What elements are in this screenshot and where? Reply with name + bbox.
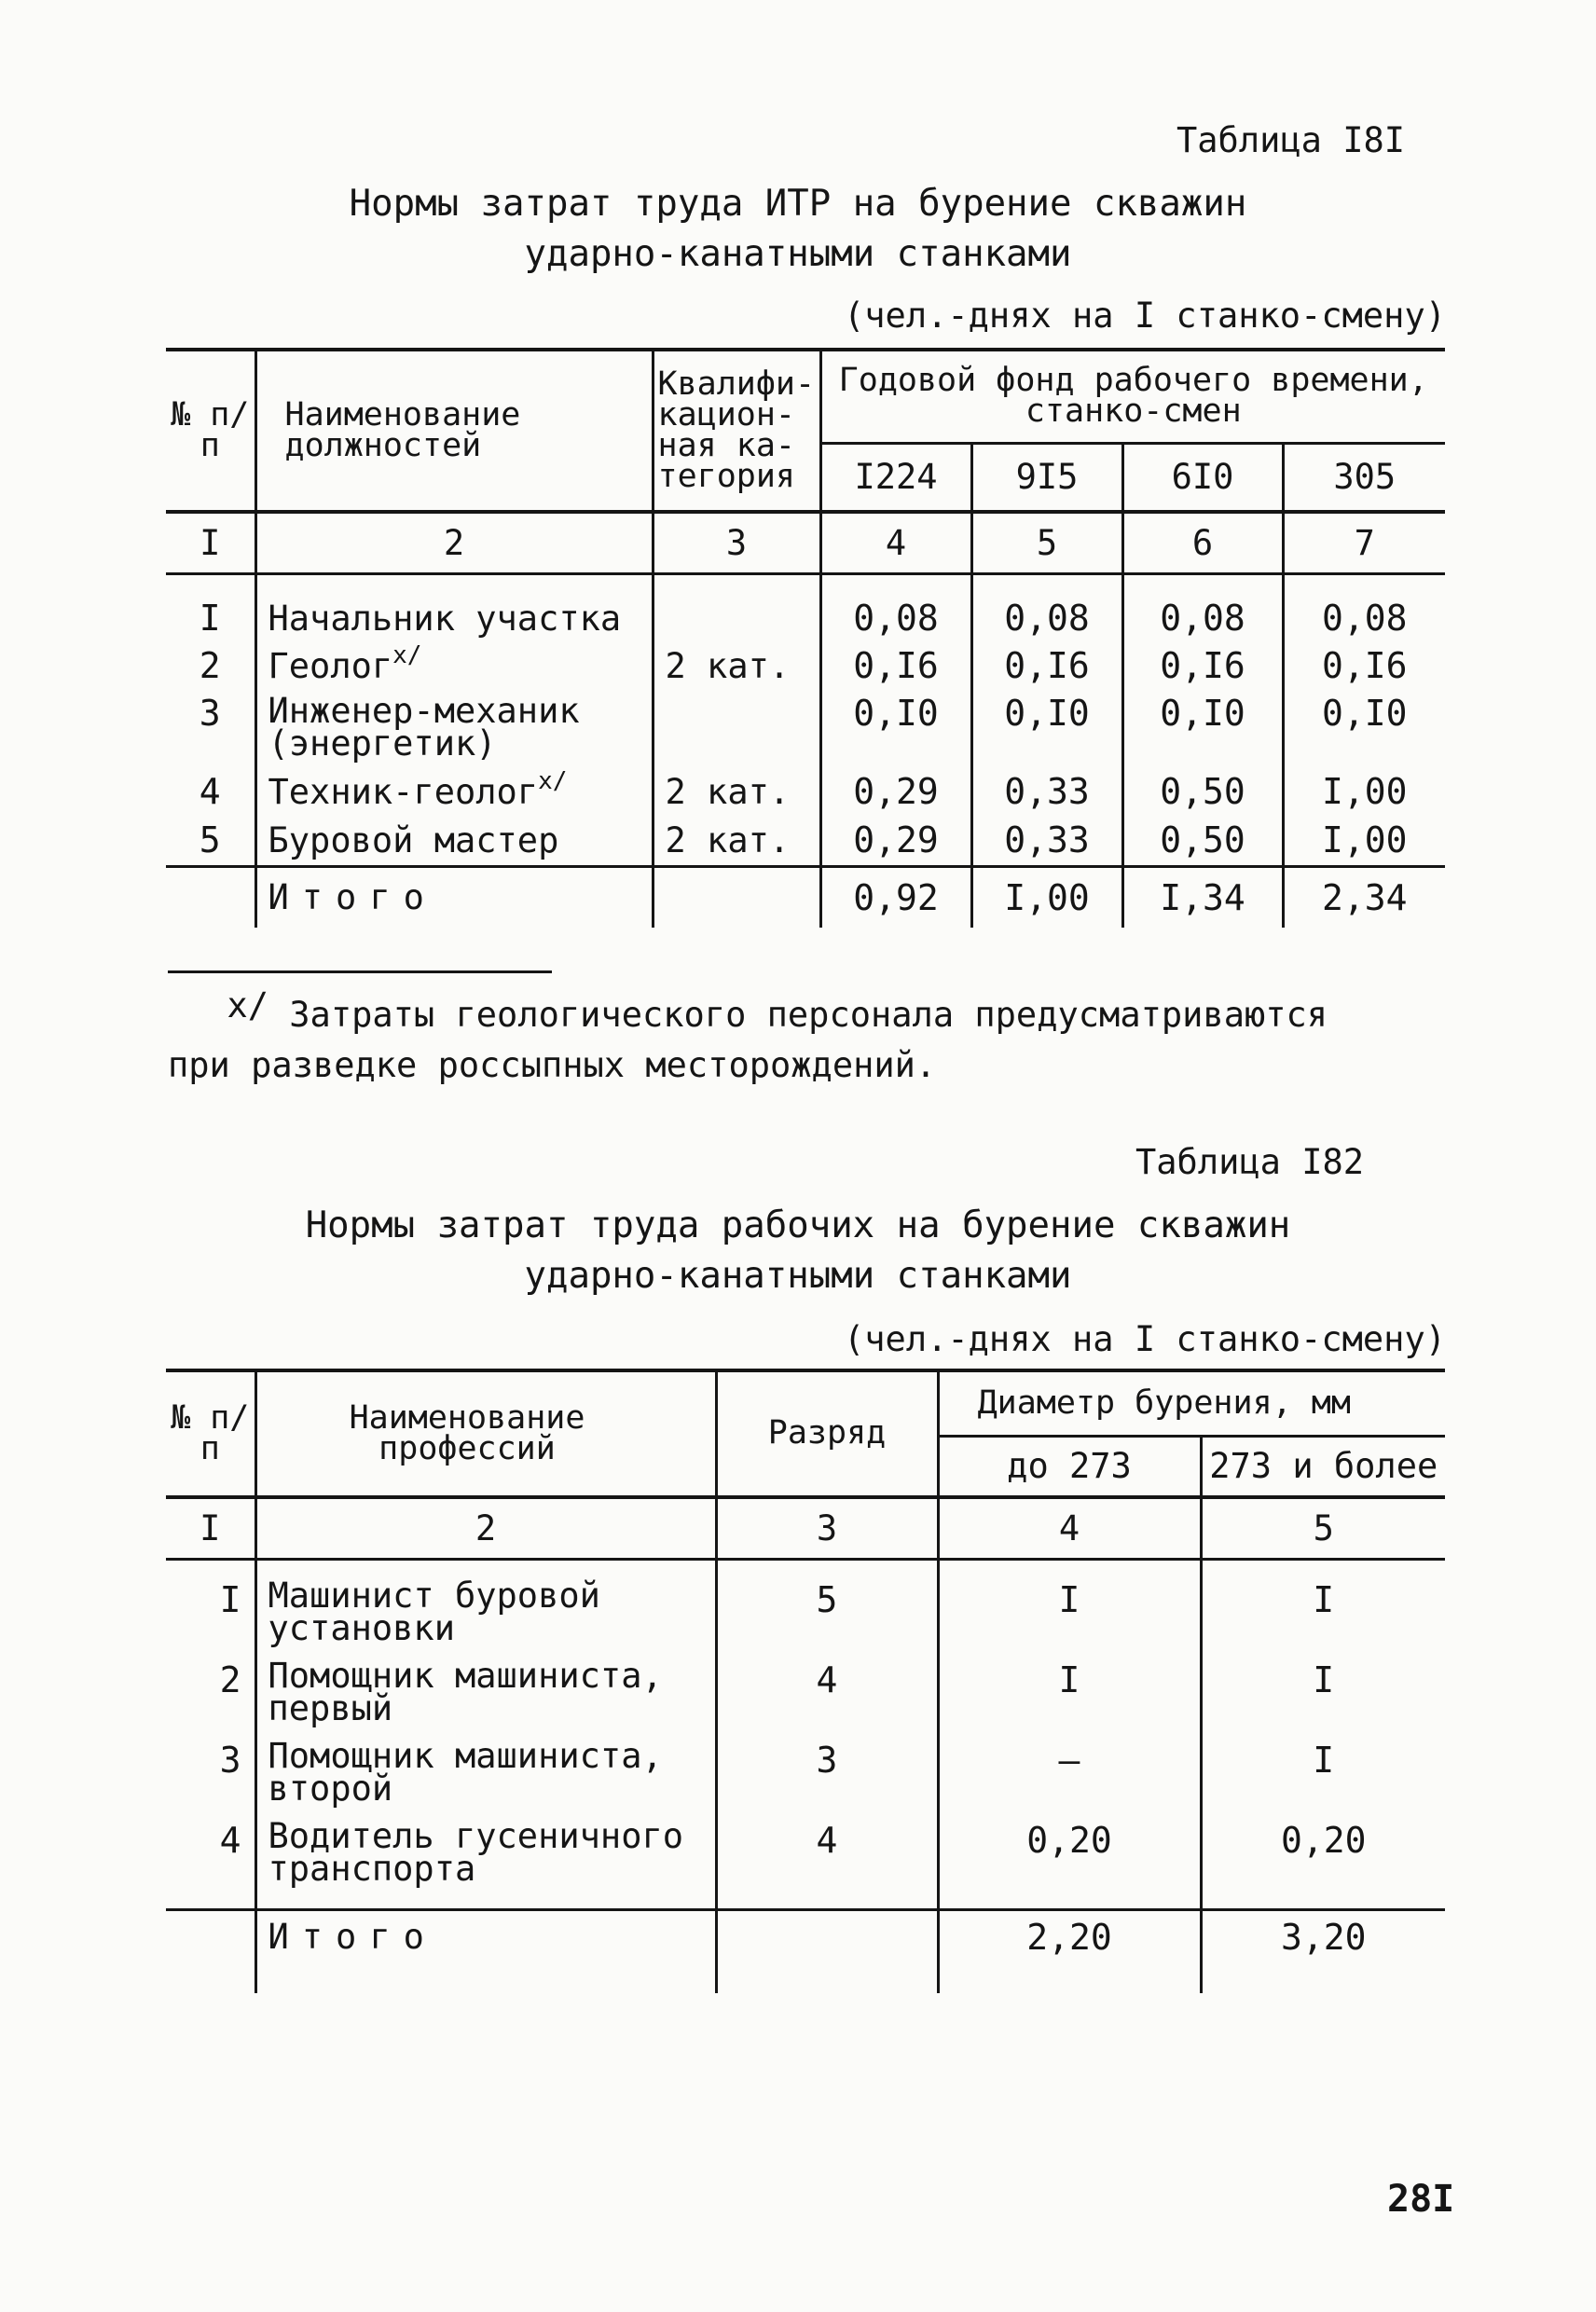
category bbox=[653, 594, 820, 642]
col-number: 4 bbox=[820, 512, 971, 573]
table-182-label: Таблица I82 bbox=[1135, 1142, 1365, 1182]
table-182 bbox=[166, 1369, 1445, 1993]
footnote-mark: x/ bbox=[227, 985, 268, 1025]
total-value: 3,20 bbox=[1201, 1909, 1445, 1993]
category: 2 кат. bbox=[653, 642, 820, 689]
header-fund-915: 9I5 bbox=[971, 443, 1122, 512]
col-number: 5 bbox=[971, 512, 1122, 573]
col-number: I bbox=[166, 1497, 255, 1559]
category bbox=[653, 689, 820, 767]
table-row bbox=[166, 1820, 1445, 1909]
table-182-title-line2: ударно-канатными станками bbox=[524, 1255, 1072, 1297]
footnote bbox=[168, 985, 1408, 1090]
category: 2 кат. bbox=[653, 767, 820, 816]
row-number: 4 bbox=[166, 1820, 255, 1909]
footnote-marker: x/ bbox=[392, 640, 422, 669]
total-value: I,00 bbox=[971, 866, 1122, 928]
header-fund-1224: I224 bbox=[820, 443, 971, 512]
value: 0,08 bbox=[971, 594, 1122, 642]
table-181-label: Таблица I8I bbox=[1176, 120, 1406, 160]
footnote-rule bbox=[168, 970, 552, 973]
header-fund-610: 6I0 bbox=[1122, 443, 1283, 512]
grade: 5 bbox=[716, 1579, 938, 1659]
value: 0,I0 bbox=[1283, 689, 1445, 767]
total-value: 2,34 bbox=[1283, 866, 1445, 928]
grade: 4 bbox=[716, 1659, 938, 1740]
value: I bbox=[938, 1579, 1201, 1659]
header-qualification: Квалифи- кацион- ная ка- тегория bbox=[653, 350, 820, 512]
value: 0,I0 bbox=[820, 689, 971, 767]
table-row bbox=[166, 767, 1445, 816]
col-number: 2 bbox=[255, 1497, 716, 1559]
position-name: Геолог bbox=[268, 645, 393, 686]
header-grade: Разряд bbox=[716, 1370, 938, 1497]
col-number: 3 bbox=[653, 512, 820, 573]
table-row bbox=[166, 594, 1445, 642]
table-181-title-line2: ударно-канатными станками bbox=[524, 233, 1072, 275]
footnote-text: Затраты геологического персонала предусматриваются при разведке россыпных месторождений. bbox=[168, 995, 1328, 1085]
position-name: Техник-геолог bbox=[268, 771, 539, 812]
page-number: 28I bbox=[1387, 2178, 1455, 2221]
total-value: 2,20 bbox=[938, 1909, 1201, 1993]
footnote-marker: x/ bbox=[538, 766, 568, 795]
table-row bbox=[166, 689, 1445, 767]
value: I,00 bbox=[1283, 767, 1445, 816]
table-181 bbox=[166, 348, 1445, 928]
profession-name: Водитель гусеничного транспорта bbox=[255, 1820, 716, 1909]
value: 0,33 bbox=[971, 816, 1122, 866]
value: 0,50 bbox=[1122, 816, 1283, 866]
profession-name: Помощник машиниста, первый bbox=[255, 1659, 716, 1740]
row-number: I bbox=[219, 1579, 241, 1620]
total-value: I,34 bbox=[1122, 866, 1283, 928]
value: 0,I6 bbox=[1122, 642, 1283, 689]
header-position-name: Наименование должностей bbox=[255, 350, 653, 512]
header-fund-305: 305 bbox=[1283, 443, 1445, 512]
value: 0,I0 bbox=[971, 689, 1122, 767]
table-182-units: (чел.-днях на I станко-смену) bbox=[844, 1319, 1447, 1359]
total-label: Итого bbox=[255, 1909, 716, 1993]
value: 0,I6 bbox=[971, 642, 1122, 689]
value: 0,I6 bbox=[1283, 642, 1445, 689]
value: I bbox=[1201, 1659, 1445, 1740]
grade: 3 bbox=[716, 1740, 938, 1820]
col-number: 2 bbox=[255, 512, 653, 573]
table-total-row bbox=[166, 1909, 1445, 1993]
header-no: № п/п bbox=[166, 1370, 255, 1497]
table-181-units: (чел.-днях на I станко-смену) bbox=[844, 296, 1447, 336]
position-name: Инженер-механик (энергетик) bbox=[268, 691, 580, 764]
row-number: I bbox=[199, 598, 221, 639]
value: 0,08 bbox=[820, 594, 971, 642]
col-number: 4 bbox=[938, 1497, 1201, 1559]
value: 0,08 bbox=[1283, 594, 1445, 642]
value: 0,29 bbox=[820, 816, 971, 866]
header-annual-fund: Годовой фонд рабочего времени, станко-смен bbox=[820, 350, 1445, 443]
value: 0,I6 bbox=[820, 642, 971, 689]
value: I,00 bbox=[1283, 816, 1445, 866]
value: 0,08 bbox=[1122, 594, 1283, 642]
value: 0,I0 bbox=[1122, 689, 1283, 767]
position-name: Начальник участка bbox=[268, 598, 622, 639]
grade: 4 bbox=[716, 1820, 938, 1909]
table-row bbox=[166, 1659, 1445, 1740]
col-number: 3 bbox=[716, 1497, 938, 1559]
value: I bbox=[1201, 1740, 1445, 1820]
row-number: 4 bbox=[199, 771, 221, 812]
table-182-title-line1: Нормы затрат труда рабочих на бурение скважин bbox=[305, 1204, 1291, 1246]
header-diam-273-plus: 273 и более bbox=[1201, 1436, 1445, 1497]
row-number: 2 bbox=[219, 1659, 241, 1700]
col-number: 7 bbox=[1283, 512, 1445, 573]
row-number: 3 bbox=[199, 693, 221, 734]
value: 0,20 bbox=[938, 1820, 1201, 1909]
total-value: 0,92 bbox=[820, 866, 971, 928]
value: 0,33 bbox=[971, 767, 1122, 816]
row-number: 5 bbox=[166, 816, 255, 866]
table-row bbox=[166, 816, 1445, 866]
col-number: 5 bbox=[1201, 1497, 1445, 1559]
profession-name: Машинист буровой установки bbox=[255, 1579, 716, 1659]
value: I bbox=[938, 1659, 1201, 1740]
row-number: 3 bbox=[219, 1740, 241, 1781]
profession-name: Помощник машиниста, второй bbox=[255, 1740, 716, 1820]
category: 2 кат. bbox=[653, 816, 820, 866]
table-total-row bbox=[166, 866, 1445, 928]
header-profession-name: Наименование профессий bbox=[255, 1370, 716, 1497]
header-diam-to-273: до 273 bbox=[938, 1436, 1201, 1497]
table-181-title-line1: Нормы затрат труда ИТР на бурение скважин bbox=[349, 183, 1247, 225]
table-row bbox=[166, 1579, 1445, 1659]
header-no: № п/п bbox=[166, 350, 255, 512]
table-row bbox=[166, 642, 1445, 689]
value: 0,29 bbox=[820, 767, 971, 816]
row-number: 2 bbox=[199, 645, 221, 686]
col-number: I bbox=[166, 512, 255, 573]
col-number: 6 bbox=[1122, 512, 1283, 573]
position-name: Буровой мастер bbox=[268, 819, 559, 860]
table-row bbox=[166, 1740, 1445, 1820]
value: 0,20 bbox=[1201, 1820, 1445, 1909]
value: I bbox=[1201, 1579, 1445, 1659]
value: 0,50 bbox=[1122, 767, 1283, 816]
total-label: Итого bbox=[255, 866, 653, 928]
value: – bbox=[938, 1740, 1201, 1820]
header-drilling-diameter: Диаметр бурения, мм bbox=[938, 1370, 1445, 1436]
